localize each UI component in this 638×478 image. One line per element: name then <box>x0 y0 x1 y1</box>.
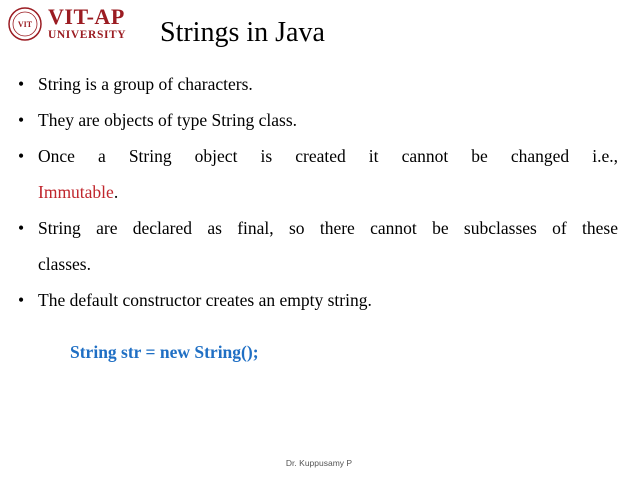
logo-wordmark: VIT-AP <box>48 4 125 29</box>
bullet-item <box>18 102 618 138</box>
bullet-text-end: . <box>113 182 119 202</box>
logo-subtitle: UNIVERSITY <box>48 29 127 41</box>
bullet-icon: • <box>18 290 25 310</box>
slide-footer: Dr. Kuppusamy P <box>285 458 353 468</box>
bullet-text: The default constructor creates an empty string. <box>38 290 372 310</box>
bullet-text: String is a group of characters. <box>38 74 253 94</box>
bullet-text: String are declared as final, so there cannot be subclasses of these <box>38 218 618 238</box>
slide-title: Strings in Java <box>160 17 325 48</box>
bullet-list <box>18 66 618 318</box>
bullet-text-continuation: classes. <box>38 254 91 274</box>
bullet-text-continuation <box>38 174 618 210</box>
bullet-item <box>18 210 618 282</box>
immutable-keyword: Immutable <box>38 182 114 202</box>
bullet-icon: • <box>18 146 25 166</box>
code-example: String str = new String(); <box>70 342 259 362</box>
university-seal-icon <box>8 7 42 41</box>
bullet-item <box>18 66 618 102</box>
svg-text:VIT: VIT <box>17 20 33 29</box>
bullet-icon: • <box>18 74 25 94</box>
bullet-icon: • <box>18 218 25 238</box>
bullet-item <box>18 282 618 318</box>
bullet-text: They are objects of type String class. <box>38 110 298 130</box>
bullet-icon: • <box>18 110 25 130</box>
university-logo <box>8 6 132 44</box>
bullet-text: Once a String object is created it cannot be changed i.e., <box>38 146 618 166</box>
bullet-item <box>18 138 618 210</box>
